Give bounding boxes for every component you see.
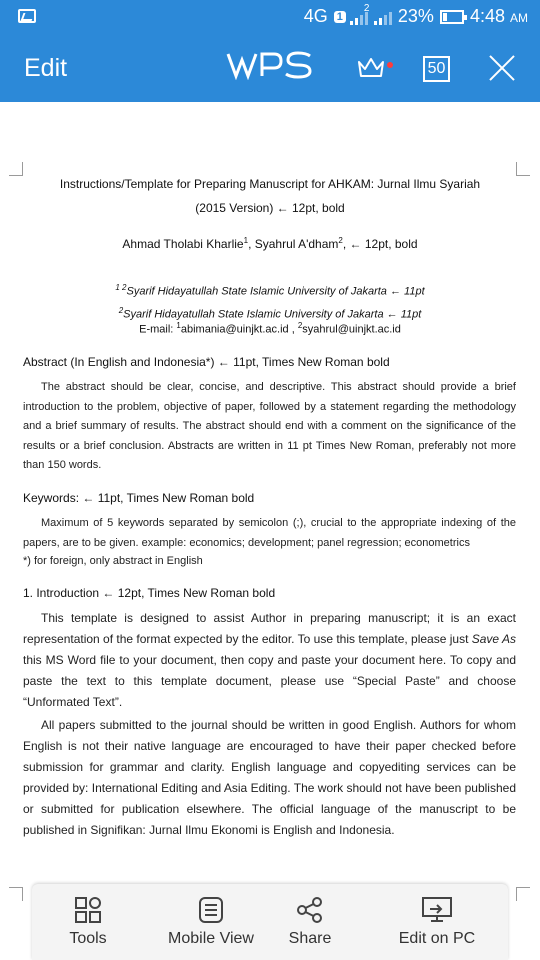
email-1: abimania@uinjkt.ac.id , [180,323,295,336]
edit-on-pc-button[interactable] [384,884,490,960]
mobile-view-button[interactable] [142,884,280,960]
battery-percent: 23% [397,6,434,26]
email-2: syahrul@uinjkt.ac.id [302,323,401,336]
author-2-sup: 2 [338,236,343,245]
share-button[interactable] [276,884,344,960]
clock-ampm: AM [510,11,528,25]
mobile-view-icon [198,896,224,924]
document-title [24,172,516,220]
affiliation-1 [24,278,516,302]
sim2-label: 2 [363,2,370,14]
share-label: Share [288,930,332,947]
app-bar [0,36,540,102]
aff2-text: Syarif Hidayatullah State Islamic University of Jakarta ← 11pt [123,308,422,321]
author-1: Ahmad Tholabi Kharlie [122,237,244,251]
status-bar [0,0,540,36]
title-line-2: (2015 Version) ← 12pt, bold [195,201,345,215]
sim1-badge: 1 [334,11,346,23]
keywords-text: Maximum of 5 keywords separated by semicolon (;), crucial to the appropriate indexing of the papers, are to be given. example: economics; development; panel regression; econometrics [23,517,516,549]
intro-p1-part-b: this MS Word file to your document, then copy and paste your document here. To copy and paste the text to this template document, please use “Special Paste” and choose “Unformated Text”. [23,653,516,709]
keywords-heading: Keywords: ← 11pt, Times New Roman bold [23,491,255,505]
intro-p1-part-a: This template is designed to assist Author in preparing manuscript; it is an exact representation of the format expected by the editor. To use this template, please just [23,611,516,646]
margin-corner-mark [9,162,23,176]
margin-corner-mark [516,162,530,176]
author-2: , Syahrul A'dham [248,237,339,251]
email1-sup: 1 [176,321,181,330]
aff2-sup: 2 [118,306,124,315]
introduction-paragraph-1 [23,608,516,713]
close-icon[interactable] [489,54,517,82]
signal-2-icon [363,2,392,25]
author-note: , ← 12pt, bold [342,237,418,251]
tools-button[interactable] [52,884,124,960]
bottom-toolbar [32,884,508,960]
intro-p1-save-as: Save As [471,632,516,646]
edit-on-pc-label: Edit on PC [398,930,476,947]
aff1-text: Syarif Hidayatullah State Islamic University of Jakarta ← 11pt [126,285,425,298]
title-line-1: Instructions/Template for Preparing Manuscript for AHKAM: Jurnal Ilmu Syariah [59,177,481,191]
email2-sup: 2 [297,321,303,330]
tools-label: Tools [69,930,107,947]
abstract-heading: Abstract (In English and Indonesia*) ← 11pt, Times New Roman bold [23,355,390,369]
mobile-view-label: Mobile View [168,930,254,947]
share-icon [296,896,324,924]
edit-button[interactable]: Edit [24,54,68,82]
introduction-heading: 1. Introduction ← 12pt, Times New Roman bold [23,586,276,600]
document-page[interactable] [0,102,540,884]
wps-logo-mark [226,50,314,80]
monitor-icon [421,896,453,924]
gallery-notification-icon [18,9,36,23]
tools-icon [74,896,102,924]
status-indicators [303,2,528,27]
network-type: 4G [303,6,328,26]
abstract-text: The abstract should be clear, concise, and descriptive. This abstract should provide a brief introduction to the problem, objective of paper, followed by a statement regarding the methodology and a brief summary of results. The abstract should end with a comment on the significance of the results or a brief conclusion. Abstracts are written in 11 pt Times New Roman, preferably not more than 150 words. [23,381,516,471]
author-1-sup: 1 [243,236,249,245]
wps-logo [226,50,314,88]
page-count-button[interactable]: 50 [423,56,450,82]
notification-dot [387,62,393,68]
aff1-sup: 1 2 [115,283,127,292]
margin-corner-mark [9,887,23,901]
crown-icon[interactable] [356,56,386,80]
clock [470,6,528,27]
email-label: E-mail: [139,323,177,336]
battery-icon [440,10,464,24]
email-line [24,321,516,336]
clock-time: 4:48 [469,6,505,26]
authors-line [24,236,516,251]
introduction-paragraph-2: All papers submitted to the journal should be written in good English. Authors for whom English is not their native language are encouraged to have their paper checked before submission for grammar and clarity. English language and copyediting services can be provided by: International Editing and Asia Editing. The work should not have been published or submitted for publication elsewhere. The official language of the manuscript to be published in Signifikan: Jurnal Ilmu Ekonomi is English and Indonesia. [23,718,516,837]
margin-corner-mark [516,887,530,901]
keywords-note: *) for foreign, only abstract in English [23,555,203,567]
